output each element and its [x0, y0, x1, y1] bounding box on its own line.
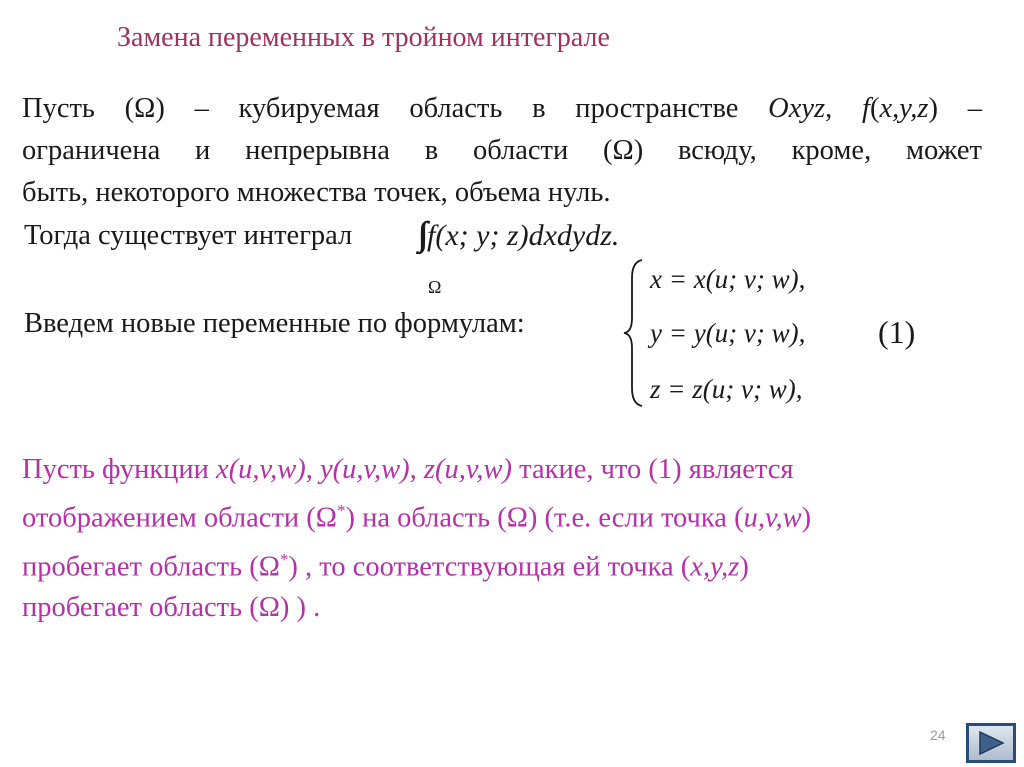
mapping-line-4: пробегает область (Ω) ) . [22, 592, 321, 623]
intro-line-1: Пусть (Ω) – кубируемая область в пространстве Oxyz, f(x,y,z) – [22, 93, 983, 124]
substitution-eq-y: y = y(u; v; w), [650, 318, 806, 348]
mapping-line-3: пробегает область (Ω*) , то соответствующая ей точка (x,y,z) [22, 549, 749, 582]
next-slide-button[interactable] [966, 723, 1016, 763]
substitution-eq-x: x = x(u; v; w), [650, 264, 806, 294]
triple-integral [419, 216, 619, 254]
intro-paragraph [22, 88, 982, 214]
mapping-line-2: отображением области (Ω*) на область (Ω) (т.е. если точка (u,v,w) [22, 501, 812, 534]
equation-number: (1) [878, 314, 916, 350]
intro-line-3: быть, некоторого множества точек, объема нуль. [22, 177, 611, 208]
substitution-eq-z: z = z(u; v; w), [650, 374, 803, 404]
mapping-paragraph [22, 449, 982, 628]
page-number: 24 [930, 727, 946, 743]
substitution-lead-text: Введем новые переменные по формулам: [24, 308, 525, 339]
slide-title: Замена переменных в тройном интеграле [117, 22, 610, 53]
intro-line-2: ограничена и непрерывна в области (Ω) всюду, кроме, может [22, 135, 982, 166]
integral-lead-text: Тогда существует интеграл [24, 220, 353, 251]
mapping-line-1: Пусть функции x(u,v,w), y(u,v,w), z(u,v,w) такие, что (1) является [22, 454, 794, 485]
play-next-icon [977, 731, 1005, 755]
integral-expression: f(x; y; z)dxdydz. [427, 219, 620, 252]
integral-domain: Ω [428, 277, 442, 297]
system-brace [622, 258, 644, 408]
